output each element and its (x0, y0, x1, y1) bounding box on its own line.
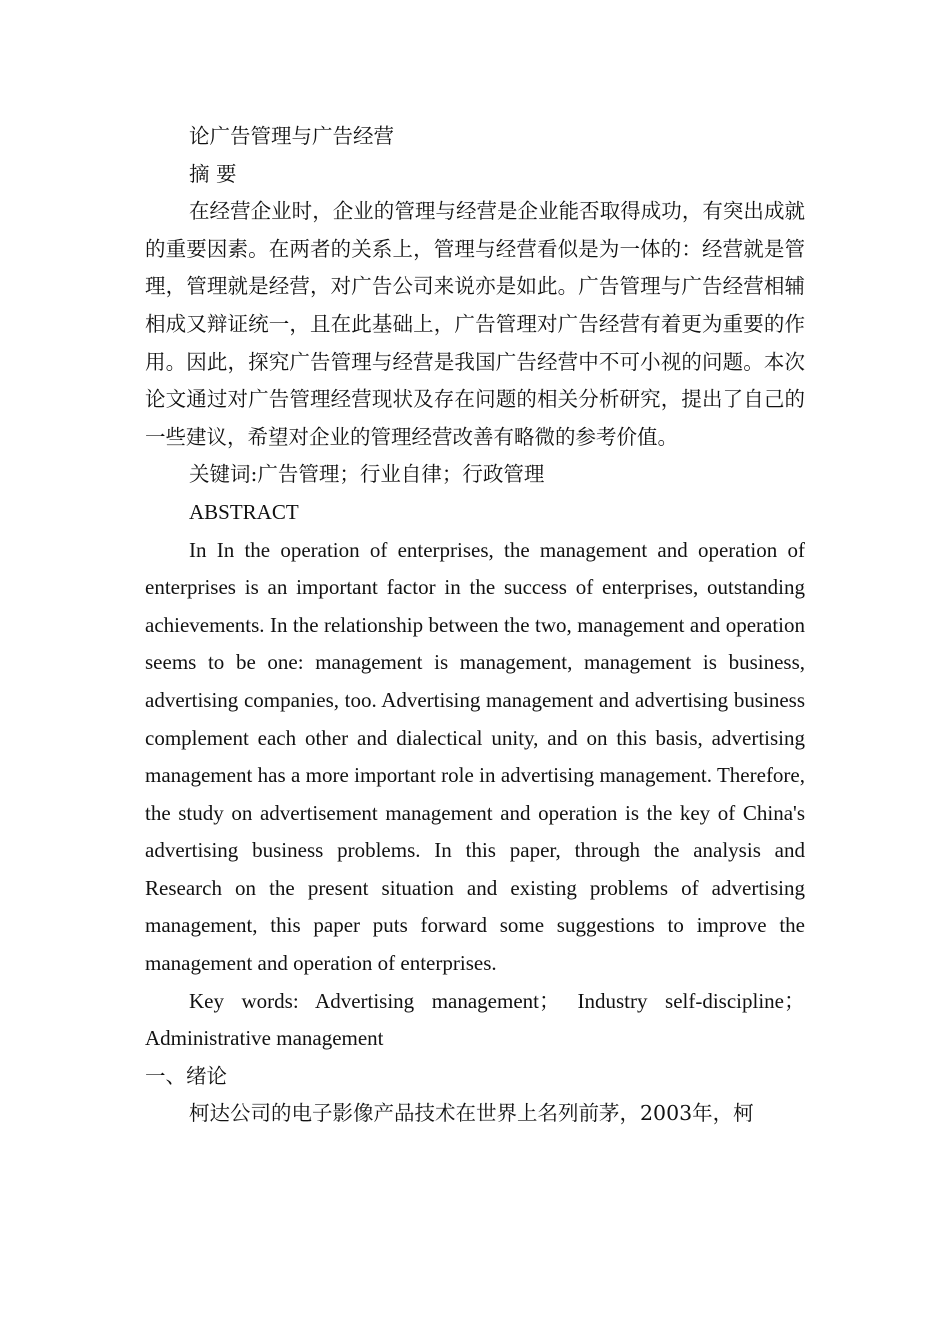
keywords-en: Key words: Advertising management； Industry self-discipline；Administrative management (145, 988, 805, 1051)
paper-title: 论广告管理与广告经营 (189, 124, 394, 148)
keywords-cn: 关键词:广告管理；行业自律；行政管理 (189, 462, 545, 487)
abstract-en-heading: ABSTRACT (189, 499, 299, 524)
document-body (145, 118, 805, 1133)
abstract-en-paragraph: In In the operation of enterprises, the management and operation of enterprises is an important factor in the success of enterprises, outstanding achievements. In the relationship between the two, management and operation seems to be one: management is management, management is business, advertising companies, too. Advertising management and advertising business complement each other and dialectical unity, and on this basis, advertising management has a more important role in advertising management. Therefore, the study on advertisement management and operation is the key of China's advertising business problems. In this paper, through the analysis and Research on the present situation and existing problems of advertising management, this paper puts forward some suggestions to improve the management and operation of enterprises. (145, 537, 805, 976)
section-1-paragraph: 柯达公司的电子影像产品技术在世界上名列前茅，2003年，柯 (189, 1101, 754, 1126)
abstract-cn-paragraph: 在经营企业时，企业的管理与经营是企业能否取得成功，有突出成就的重要因素。在两者的关系上，管理与经营看似是为一体的：经营就是管理，管理就是经营，对广告公司来说亦是如此。广告管理与广告经营相辅相成又辩证统一，且在此基础上，广告管理对广告经营有着更为重要的作用。因此，探究广告管理与经营是我国广告经营中不可小视的问题。本次论文通过对广告管理经营现状及存在问题的相关分析研究，提出了自己的一些建议，希望对企业的管理经营改善有略微的参考价值。 (145, 199, 805, 449)
abstract-heading: 摘 要 (189, 161, 237, 186)
section-1-heading: 一、绪论 (145, 1063, 227, 1088)
